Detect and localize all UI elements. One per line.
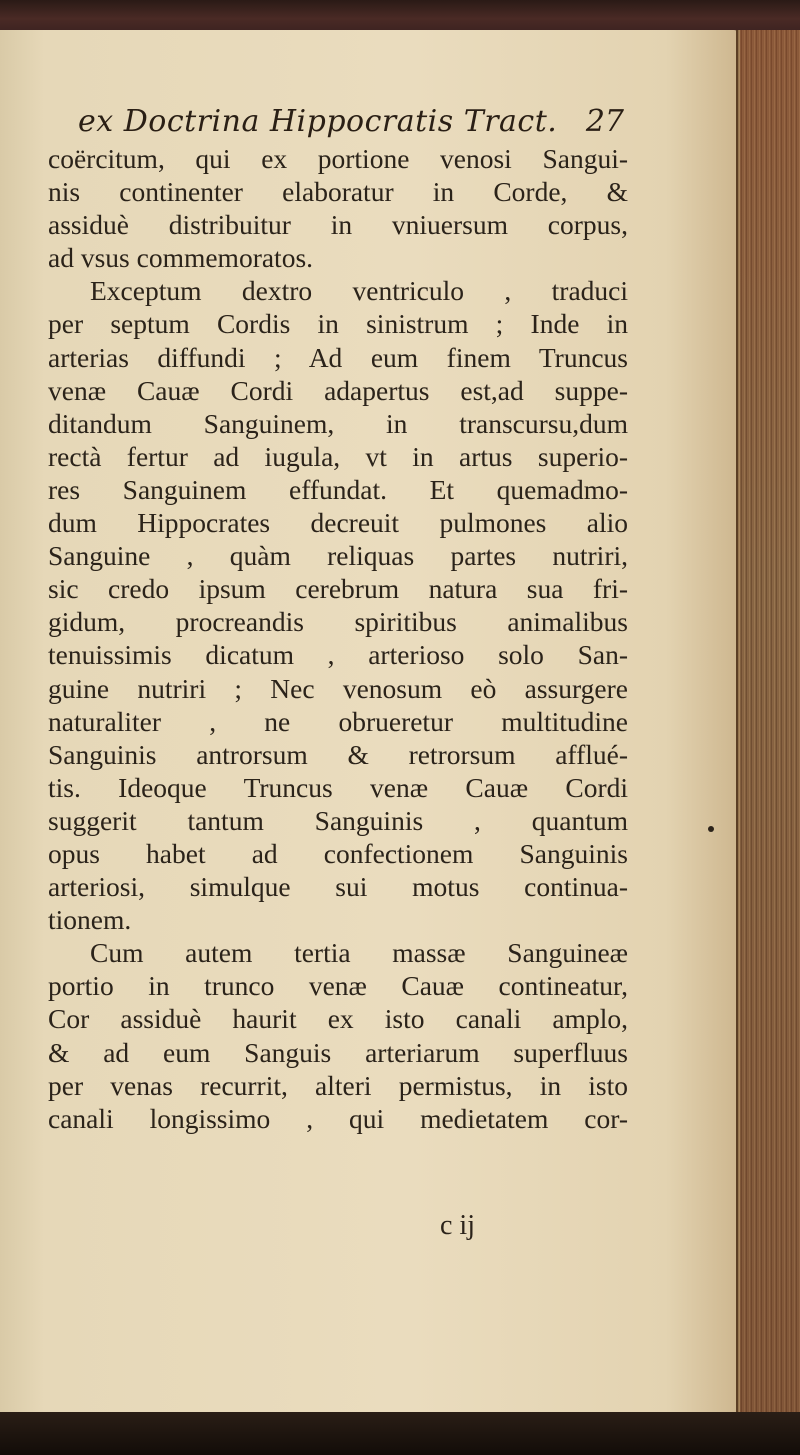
text-line: arterias diffundi ; Ad eum finem Truncus xyxy=(48,341,628,373)
text-line: per venas recurrit, alteri permistus, in isto xyxy=(48,1069,628,1101)
text-line: coërcitum, qui ex portione venosi Sangui- xyxy=(48,143,628,174)
text-line: ditandum Sanguinem, in transcursu,dum xyxy=(48,407,628,439)
text-line: tionem. xyxy=(48,904,132,936)
running-title: ex Doctrina Hippocratis Tract. xyxy=(78,104,558,139)
text-line: arteriosi, simulque sui motus continua- xyxy=(48,871,628,903)
body-text xyxy=(48,142,628,1135)
text-line: dum Hippocrates decreuit pulmones alio xyxy=(48,507,628,539)
text-line: Sanguinis antrorsum & retrorsum afflué- xyxy=(48,738,628,770)
text-line: guine nutriri ; Nec venosum eò assurgere xyxy=(48,672,628,704)
text-line: assiduè distribuitur in vniuersum corpus, xyxy=(48,209,628,241)
book-top-edge xyxy=(0,0,800,34)
text-line: suggerit tantum Sanguinis , quantum xyxy=(48,804,628,836)
text-line: opus habet ad confectionem Sanguinis xyxy=(48,837,628,869)
text-line: sic credo ipsum cerebrum natura sua fri- xyxy=(48,573,628,605)
book-bottom-edge xyxy=(0,1412,800,1455)
text-line: tis. Ideoque Truncus venæ Cauæ Cordi xyxy=(48,771,628,803)
text-line: Exceptum dextro ventriculo , traduci xyxy=(90,275,628,307)
text-line: naturaliter , ne obrueretur multitudine xyxy=(48,705,628,737)
text-line: Sanguine , quàm reliquas partes nutriri, xyxy=(48,540,628,572)
text-line: Cum autem tertia massæ Sanguineæ xyxy=(90,937,628,969)
text-line: venæ Cauæ Cordi adapertus est,ad suppe- xyxy=(48,374,628,406)
text-line: ad vsus commemoratos. xyxy=(48,242,314,274)
text-line: nis continenter elaboratur in Corde, & xyxy=(48,176,628,208)
text-line: & ad eum Sanguis arteriarum superfluus xyxy=(48,1036,628,1068)
page-header xyxy=(78,100,624,144)
text-line: rectà fertur ad iugula, vt in artus superio- xyxy=(48,440,628,472)
page-edge-stain xyxy=(740,30,800,1415)
page-number: 27 xyxy=(585,104,624,139)
text-line: Cor assiduè haurit ex isto canali amplo, xyxy=(48,1003,628,1035)
text-line: per septum Cordis in sinistrum ; Inde in xyxy=(48,308,628,340)
text-line: gidum, procreandis spiritibus animalibus xyxy=(48,606,628,638)
text-line: tenuissimis dicatum , arterioso solo San- xyxy=(48,639,628,671)
text-line: res Sanguinem effundat. Et quemadmo- xyxy=(48,473,628,505)
signature-mark: c ij xyxy=(440,1210,475,1241)
margin-dot xyxy=(708,826,714,832)
text-line: canali longissimo , qui medietatem cor- xyxy=(48,1102,628,1134)
text-line: portio in trunco venæ Cauæ contineatur, xyxy=(48,970,628,1002)
